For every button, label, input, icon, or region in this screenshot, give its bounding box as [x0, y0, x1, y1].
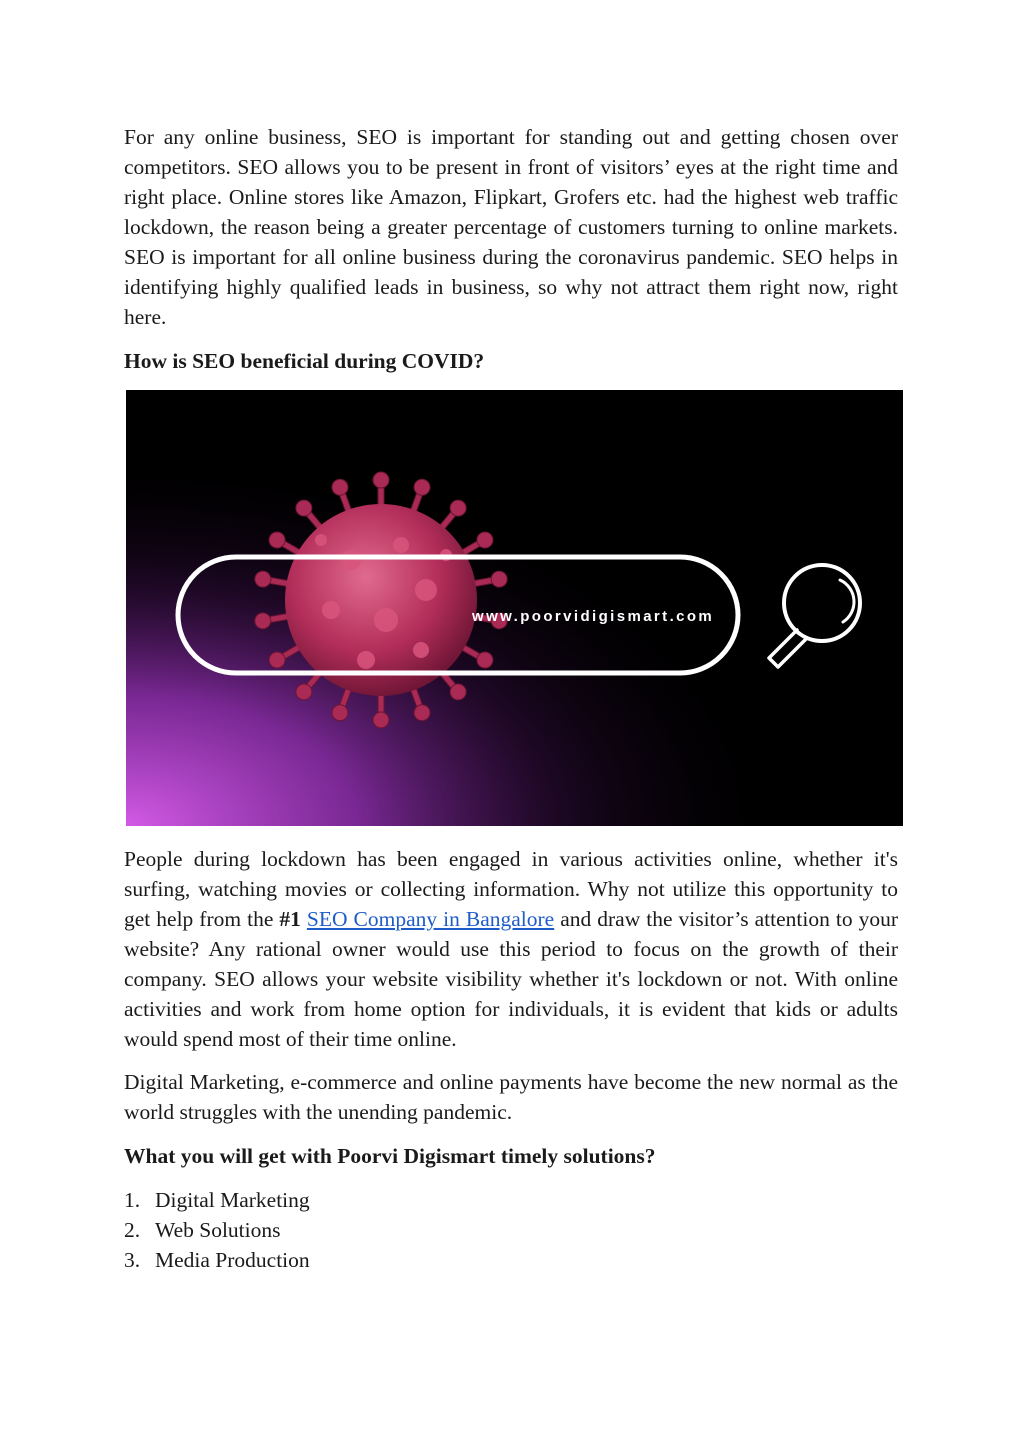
paragraph-lockdown [124, 844, 898, 1054]
search-bar-url: www.poorvidigismart.com [472, 608, 715, 625]
service-label: Media Production [155, 1248, 310, 1272]
lockdown-text-end: and draw the visitor’s attention to your website? Any rational owner would use this period to focus on the growth of their company. SEO allows your website visibility whether it's lockdown or not. With online activities and work from home option for individuals, it is evident that kids or adults would spend most of their time online. [124, 907, 898, 1051]
list-number: 1. [124, 1188, 141, 1212]
list-number: 2. [124, 1218, 141, 1242]
hero-image [126, 390, 903, 826]
intro-paragraph: For any online business, SEO is important for standing out and getting chosen over competitors. SEO allows you to be present in front of visitors’ eyes at the right time and right place. Online stores like Amazon, Flipkart, Grofers etc. had the highest web traffic lockdown, the reason being a greater percentage of customers turning to online markets. SEO is important for all online business during the coronavirus pandemic. SEO helps in identifying highly qualified leads in business, so why not attract them right now, right here. [124, 125, 898, 329]
service-label: Web Solutions [155, 1218, 281, 1242]
paragraph-digital: Digital Marketing, e-commerce and online payments have become the new normal as the world struggles with the unending pandemic. [124, 1070, 898, 1124]
list-item [124, 1245, 898, 1275]
list-number: 3. [124, 1248, 141, 1272]
list-item [124, 1215, 898, 1245]
seo-company-link[interactable]: SEO Company in Bangalore [306, 907, 555, 931]
rank-badge: #1 [279, 907, 301, 931]
heading-seo-covid: How is SEO beneficial during COVID? [124, 349, 485, 373]
list-item [124, 1185, 898, 1215]
lockdown-text-start: People during lockdown has been engaged in various activities online, whether it's surfing, watching movies or collecting information. Why not utilize this opportunity to get help from the [124, 847, 898, 931]
services-list [124, 1185, 898, 1275]
document-page [124, 122, 898, 1275]
hero-illustration [126, 390, 903, 826]
heading-solutions: What you will get with Poorvi Digismart timely solutions? [124, 1144, 656, 1168]
service-label: Digital Marketing [155, 1188, 310, 1212]
